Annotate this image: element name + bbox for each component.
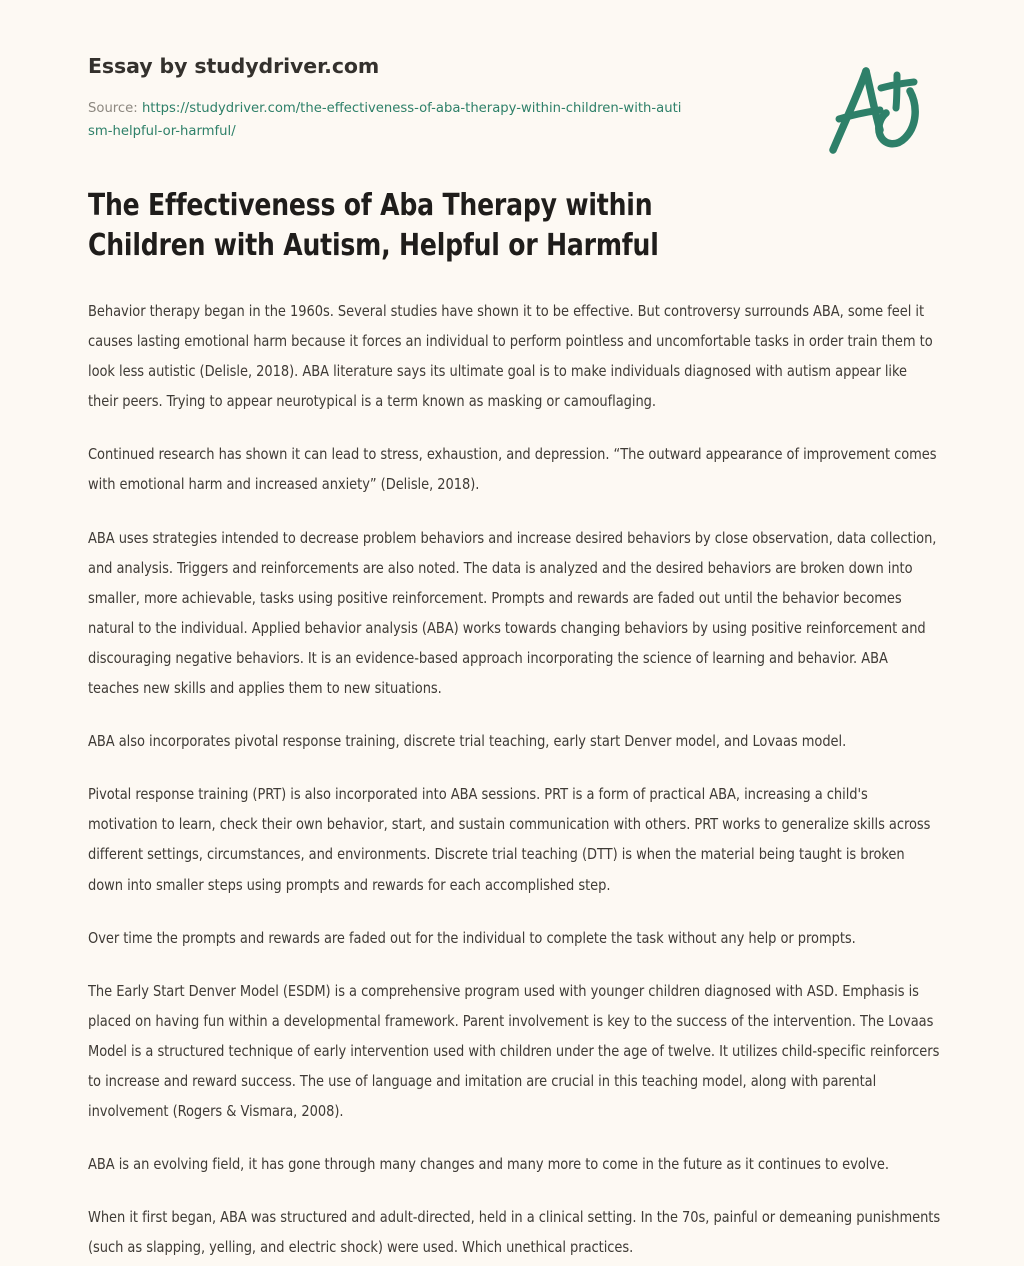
paragraph: ABA is an evolving field, it has gone through many changes and many more to come in the future as it continues to evolve. bbox=[88, 1155, 889, 1174]
a-plus-logo-glyph bbox=[822, 58, 932, 162]
paragraph: When it first began, ABA was structured and adult-directed, held in a clinical setting. In the 70s, painful or demeaning punishments (such as slapping, yelling, and electric shock) were used. Which unethical practices. bbox=[88, 1208, 941, 1257]
paragraph: ABA also incorporates pivotal response training, discrete trial teaching, early start Denver model, and Lovaas model. bbox=[88, 732, 847, 751]
paragraph: Over time the prompts and rewards are faded out for the individual to complete the task without any help or prompts. bbox=[88, 928, 856, 947]
paragraph: The Early Start Denver Model (ESDM) is a comprehensive program used with younger children diagnosed with ASD. Emphasis is placed on having fun within a developmental framework. Parent involvement is key to the success of the intervention. The Lovaas Model is a structured technique of early intervention used with children under the age of twelve. It utilizes child-specific reinforcers to increase and reward success. The use of language and imitation are crucial in this teaching model, along with parental involvement (Rogers & Vismara, 2008). bbox=[88, 981, 940, 1121]
essay-by-heading: Essay by studydriver.com bbox=[88, 54, 380, 78]
paragraph: Pivotal response training (PRT) is also incorporated into ABA sessions. PRT is a form of practical ABA, increasing a child's motivation to learn, check their own behavior, start, and sustain communication with others. PRT works to generalize skills across different settings, circumstances, and environments. Discrete trial teaching (DTT) is when the material being taught is broken down into smaller steps using prompts and rewards for each accomplished step. bbox=[88, 785, 931, 894]
page-title: The Effectiveness of Aba Therapy within Children with Autism, Helpful or Harmful bbox=[88, 188, 659, 263]
article-body bbox=[88, 186, 940, 1262]
paragraph: ABA uses strategies intended to decrease problem behaviors and increase desired behaviors by close observation, data collection, and analysis. Triggers and reinforcements are also noted. The data is analyzed and the desired behaviors are broken down into smaller, more achievable, tasks using positive reinforcement. Prompts and rewards are faded out until the behavior becomes natural to the individual. Applied behavior analysis (ABA) works towards changing behaviors by using positive reinforcement and discouraging negative behaviors. It is an evidence-based approach incorporating the science of learning and behavior. ABA teaches new skills and applies them to new situations. bbox=[88, 528, 937, 698]
source-url-link[interactable]: https://studydriver.com/the-effectiveness-of-aba-therapy-within-children-with-autism-helpful-or-harmful/ bbox=[88, 101, 682, 139]
source-line bbox=[88, 97, 688, 143]
paragraph: Continued research has shown it can lead to stress, exhaustion, and depression. “The outward appearance of improvement comes with emotional harm and increased anxiety” (Delisle, 2018). bbox=[88, 445, 937, 494]
paragraph: Behavior therapy began in the 1960s. Several studies have shown it to be effective. But controversy surrounds ABA, some feel it causes lasting emotional harm because it forces an individual to perform pointless and uncomfortable tasks in order train them to look less autistic (Delisle, 2018). ABA literature says its ultimate goal is to make individuals diagnosed with autism appear like their peers. Trying to appear neurotypical is a term known as masking or camouflaging. bbox=[88, 302, 933, 411]
paragraph-list bbox=[88, 296, 940, 1262]
studydriver-a-plus-logo-icon bbox=[822, 58, 932, 162]
source-label: Source: bbox=[88, 101, 138, 116]
